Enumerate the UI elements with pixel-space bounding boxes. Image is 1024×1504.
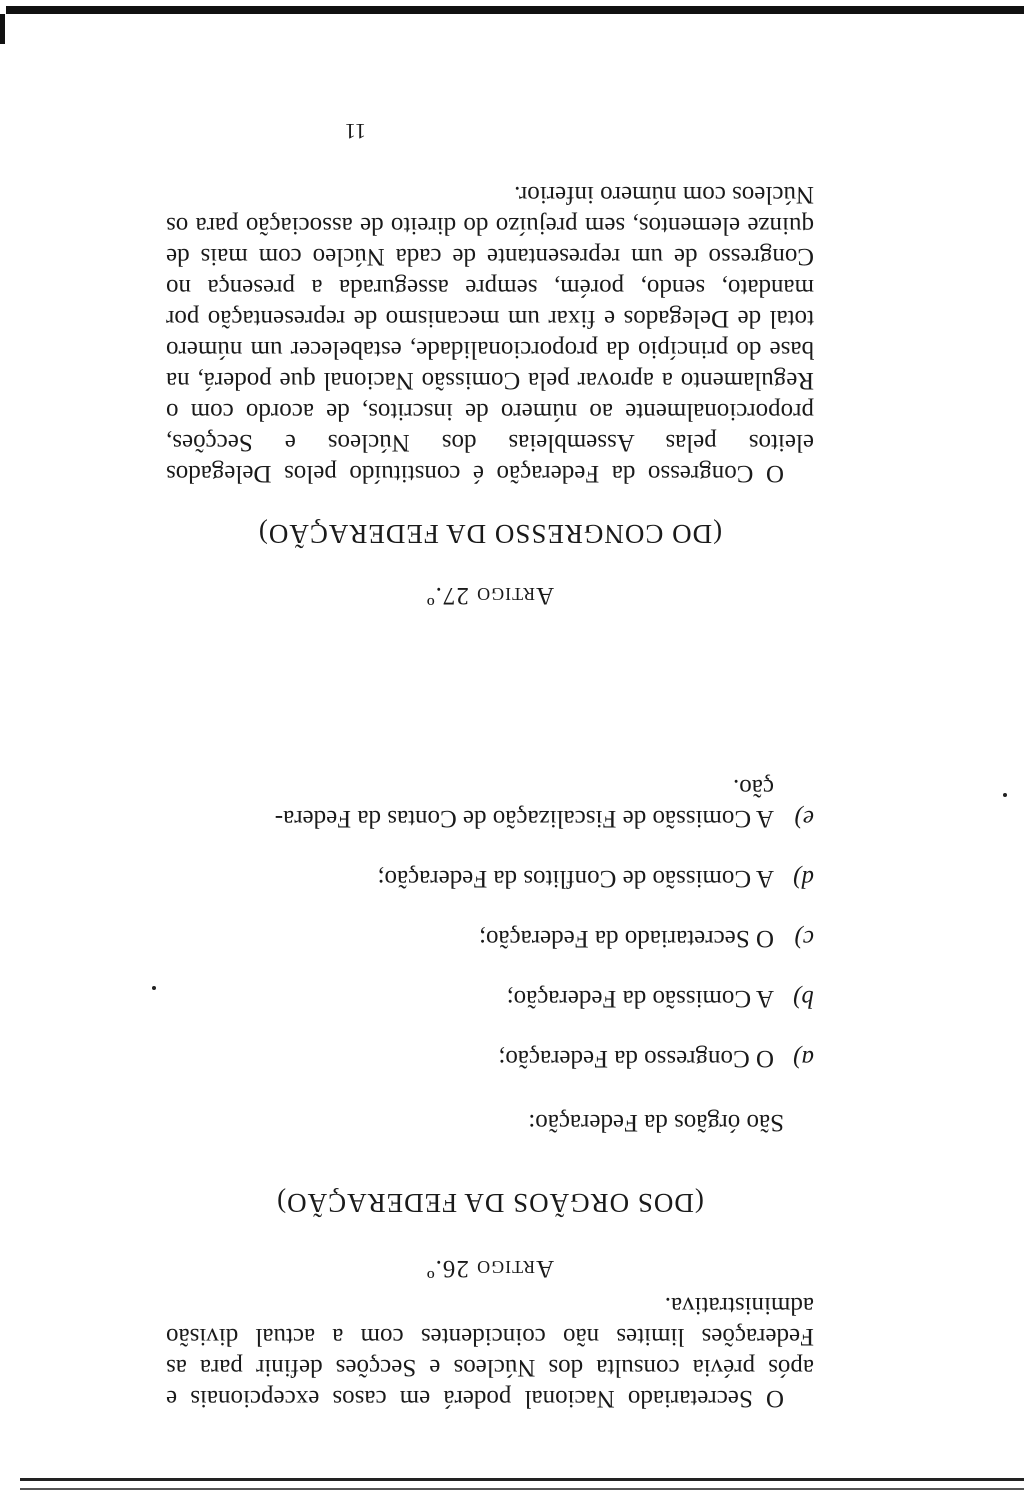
article-26-title: Artigo 26.º xyxy=(425,1255,555,1282)
item-continuation: ção. xyxy=(733,774,774,801)
article-26-lead: São órgãos da Federação: xyxy=(528,1109,784,1136)
item-text: A Comissão de Conflitos da Federação; xyxy=(377,865,774,892)
item-letter: d) xyxy=(793,865,814,892)
list-item xyxy=(166,923,814,954)
article-27-subtitle: (DO CONGRESSO DA FEDERAÇÃO) xyxy=(257,519,723,549)
article-27-paragraph: O Congresso da Federação é constituído pelos Delegados eleitos pelas Assembleias dos Núcleos e Secções, proporcionalmente ao número de inscritos, de acordo com o Regulamento a aprovar pela Comissão Nacional que poderá, na base do princípio da proporcionalidade, estabelecer um número total de Delegados e fixar um mecanismo de representação por mandato, sendo, porém, sempre assegurada a presença no Congresso de um representante de cada Núcleo com mais de quinze elementos, sem prejuízo do direito de associação para os Núcleos com número inferior. xyxy=(166,181,814,487)
list-item xyxy=(166,863,814,894)
page-number: 11 xyxy=(344,119,366,144)
item-letter: b) xyxy=(793,985,814,1012)
list-item xyxy=(166,1043,814,1074)
item-text: O Secretariado da Federação; xyxy=(479,925,774,952)
item-letter: c) xyxy=(794,925,814,952)
item-letter: a) xyxy=(793,1045,814,1072)
list-item xyxy=(166,983,814,1014)
article-26-subtitle: (DOS ORGÃOS DA FEDERAÇÃO) xyxy=(276,1188,704,1218)
intro-paragraph: O Secretariado Nacional poderá em casos excepcionais e após prévia consulta dos Núcleos e Secções definir para as Federações limites não coincidentes com a actual divisão administrativa. xyxy=(166,1292,814,1412)
intro-block xyxy=(166,1290,814,1414)
list-item xyxy=(166,772,814,834)
item-text: A Comissão de Fiscalização de Contas da Federa- xyxy=(274,805,774,832)
item-text: A Comissão da Federação; xyxy=(506,985,774,1012)
article-27-body xyxy=(166,179,814,489)
article-27-title: Artigo 27.º xyxy=(425,582,555,609)
item-letter: e) xyxy=(794,805,814,832)
item-text: O Congresso da Federação; xyxy=(498,1045,774,1072)
